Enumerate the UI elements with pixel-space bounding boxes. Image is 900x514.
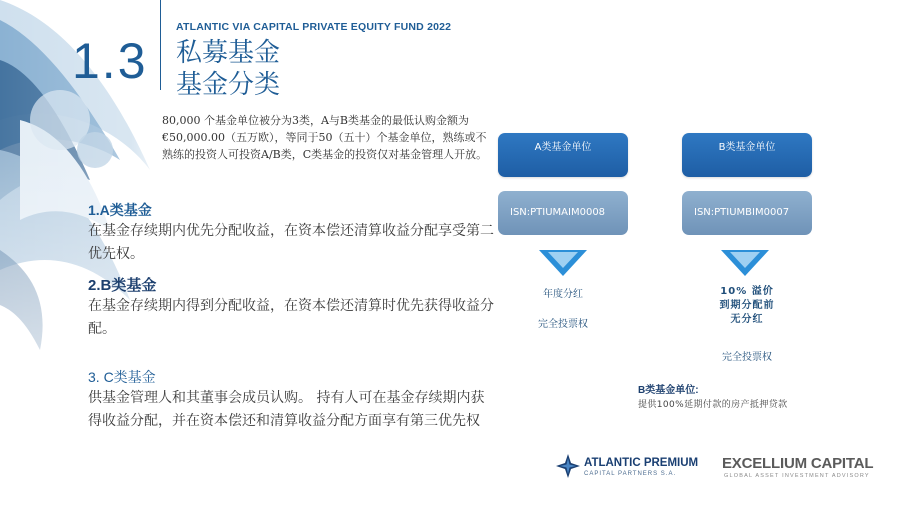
atlantic-logo-sub: CAPITAL PARTNERS S.A. bbox=[584, 471, 677, 477]
header-divider bbox=[160, 0, 161, 90]
atlantic-logo-name: ATLANTIC PREMIUM bbox=[584, 457, 699, 469]
unit-b-isn-box bbox=[682, 191, 812, 235]
category-c bbox=[88, 368, 498, 433]
title-line-1: 私募基金 bbox=[176, 38, 281, 68]
unit-a-isn-box bbox=[498, 191, 628, 235]
page-title bbox=[176, 37, 280, 101]
category-a-body: 在基金存续期内优先分配收益，在资本偿还清算收益分配享受第二优先权。 bbox=[88, 223, 494, 262]
title-line-2: 基金分类 bbox=[176, 70, 281, 100]
category-c-title: 3. C类基金 bbox=[88, 369, 156, 385]
excellium-capital-logo bbox=[722, 455, 874, 481]
unit-a-box bbox=[498, 133, 628, 177]
category-a bbox=[88, 201, 498, 266]
unit-b-note-body: 提供100%延期付款的房产抵押贷款 bbox=[638, 400, 788, 410]
unit-b-note-title: B类基金单位: bbox=[638, 385, 699, 396]
category-a-title: 1.A类基金 bbox=[88, 202, 152, 218]
category-c-body: 供基金管理人和其董事会成员认购。 持有人可在基金存续期内获得收益分配，并在资本偿还和清算收益分配方面享有第三优先权 bbox=[88, 390, 485, 429]
fund-name-header: ATLANTIC VIA CAPITAL PRIVATE EQUITY FUND 2022 bbox=[176, 21, 452, 33]
unit-a-dividend: 年度分红 bbox=[543, 289, 583, 300]
compass-star-icon bbox=[556, 454, 580, 478]
arrow-down-highlight-icon bbox=[730, 252, 760, 268]
excellium-logo-sub: GLOBAL ASSET INVESTMENT ADVISORY bbox=[724, 473, 870, 479]
unit-b-maturity: 到期分配前 bbox=[719, 300, 775, 311]
category-b-body: 在基金存续期内得到分配收益，在资本偿还清算时优先获得收益分配。 bbox=[88, 298, 494, 337]
excellium-logo-name: EXCELLIUM CAPITAL bbox=[722, 455, 874, 472]
arrow-down-highlight-icon bbox=[548, 252, 578, 268]
section-number: 1.3 bbox=[72, 33, 148, 89]
unit-b-isn: ISN:PTIUMBIM0007 bbox=[694, 207, 790, 218]
unit-b-premium: 10% 溢价 bbox=[720, 286, 774, 297]
unit-b-box bbox=[682, 133, 812, 177]
unit-a-label: A类基金单位 bbox=[534, 142, 592, 153]
category-b-title: 2.B类基金 bbox=[88, 277, 157, 294]
unit-a-voting: 完全投票权 bbox=[538, 319, 588, 330]
unit-b-terms bbox=[707, 285, 787, 327]
unit-a-isn: ISN:PTIUMAIM0008 bbox=[510, 207, 606, 218]
unit-b-label: B类基金单位 bbox=[718, 142, 776, 153]
atlantic-premium-logo bbox=[556, 453, 706, 481]
intro-paragraph: 80,000 个基金单位被分为3类，A与B类基金的最低认购金额为€50,000.00（五万欧），等同于50（五十）个基金单位，熟练或不熟练的投资人可投资A/B类，C类基金的投资仅对基金管理人开放。 bbox=[162, 114, 488, 161]
unit-b-no-dividend: 无分红 bbox=[730, 314, 764, 325]
category-b bbox=[88, 276, 498, 341]
unit-b-voting: 完全投票权 bbox=[722, 352, 772, 363]
